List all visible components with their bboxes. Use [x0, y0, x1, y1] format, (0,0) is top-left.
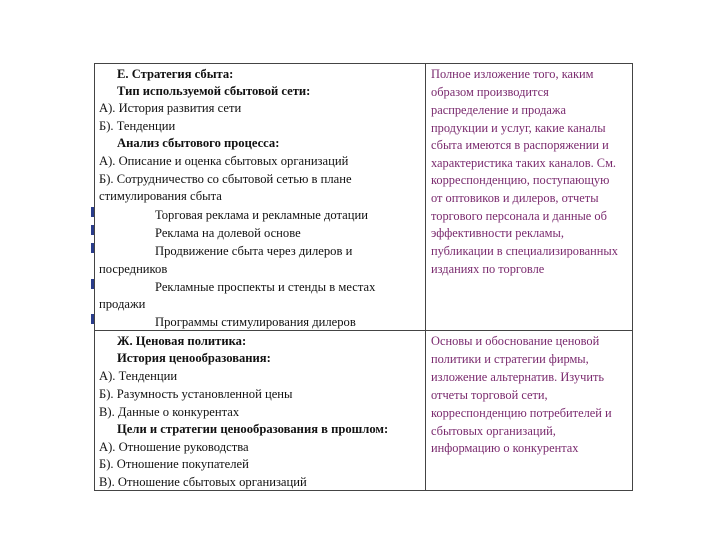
bullet-item-label: Реклама на долевой основе: [155, 226, 301, 240]
bullet-marker: [91, 225, 94, 235]
bullet-marker: [91, 279, 94, 289]
description-line: сбытовых организаций,: [431, 424, 556, 438]
bullet-marker: [91, 243, 94, 253]
section-heading: Е. Стратегия сбыта:: [117, 67, 234, 81]
description-line: распределение и продажа: [431, 103, 566, 117]
description-line: характеристика таких каналов. См.: [431, 156, 617, 170]
subsection-heading: История ценообразования:: [117, 351, 271, 365]
bullet-marker: [91, 314, 94, 324]
bullet-item-label: Торговая реклама и рекламные дотации: [155, 208, 368, 222]
sales-strategy-items-cell: [95, 64, 426, 330]
bullet-item: [155, 243, 352, 260]
list-item: Б). Сотрудничество со сбытовой сетью в плане: [99, 172, 352, 186]
bullet-item: [155, 225, 301, 242]
description-line: изложение альтернатив. Изучить: [431, 370, 605, 384]
strategy-table: [94, 63, 633, 491]
bullet-item-label: Продвижение сбыта через дилеров и: [155, 244, 353, 258]
list-item: В). Отношение сбытовых организаций: [99, 475, 307, 489]
description-line: от оптовиков и дилеров, отчеты: [431, 191, 599, 205]
list-item: Б). Отношение покупателей: [99, 457, 249, 471]
bullet-item-label: Рекламные проспекты и стенды в местах: [155, 280, 376, 294]
description-line: отчеты торговой сети,: [431, 388, 548, 402]
subsection-heading: Анализ сбытового процесса:: [117, 136, 280, 150]
bullet-item: [155, 279, 375, 296]
list-item: Б). Тенденции: [99, 119, 176, 133]
bullet-item-label: Программы стимулирования дилеров: [155, 315, 356, 329]
description-line: образом производится: [431, 85, 549, 99]
bullet-item: [155, 207, 368, 224]
description-line: сбыта имеются в распоряжении и: [431, 138, 609, 152]
list-item-continuation: стимулирования сбыта: [99, 189, 222, 203]
list-item: А). Отношение руководства: [99, 440, 249, 454]
description-line: Основы и обоснование ценовой: [431, 334, 600, 348]
section-heading: Ж. Ценовая политика:: [117, 334, 247, 348]
subsection-heading: Тип используемой сбытовой сети:: [117, 84, 311, 98]
list-item-continuation: продажи: [99, 297, 146, 311]
description-line: продукции и услуг, какие каналы: [431, 121, 606, 135]
subsection-heading: Цели и стратегии ценообразования в прошлом:: [117, 422, 389, 436]
table-row-sales-strategy: [95, 64, 632, 331]
description-line: корреспонденцию, поступающую: [431, 173, 610, 187]
list-item: В). Данные о конкурентах: [99, 405, 240, 419]
list-item-continuation: посредников: [99, 262, 168, 276]
description-line: изданиях по торговле: [431, 262, 545, 276]
sales-strategy-description-cell: [426, 64, 632, 330]
description-line: Полное изложение того, каким: [431, 67, 594, 81]
list-item: А). История развития сети: [99, 101, 242, 115]
pricing-policy-description-cell: [426, 331, 632, 491]
list-item: Б). Разумность установленной цены: [99, 387, 293, 401]
pricing-policy-items-cell: [95, 331, 426, 491]
description-line: публикации в специализированных: [431, 244, 618, 258]
bullet-item: [155, 314, 356, 331]
description-line: торгового персонала и данные об: [431, 209, 607, 223]
description-line: политики и стратегии фирмы,: [431, 352, 589, 366]
description-line: информацию о конкурентах: [431, 441, 579, 455]
table-row-pricing-policy: [95, 331, 632, 491]
description-line: корреспонденцию потребителей и: [431, 406, 612, 420]
bullet-marker: [91, 207, 94, 217]
list-item: А). Тенденции: [99, 369, 178, 383]
list-item: А). Описание и оценка сбытовых организаций: [99, 154, 349, 168]
description-line: эффективности рекламы,: [431, 226, 564, 240]
